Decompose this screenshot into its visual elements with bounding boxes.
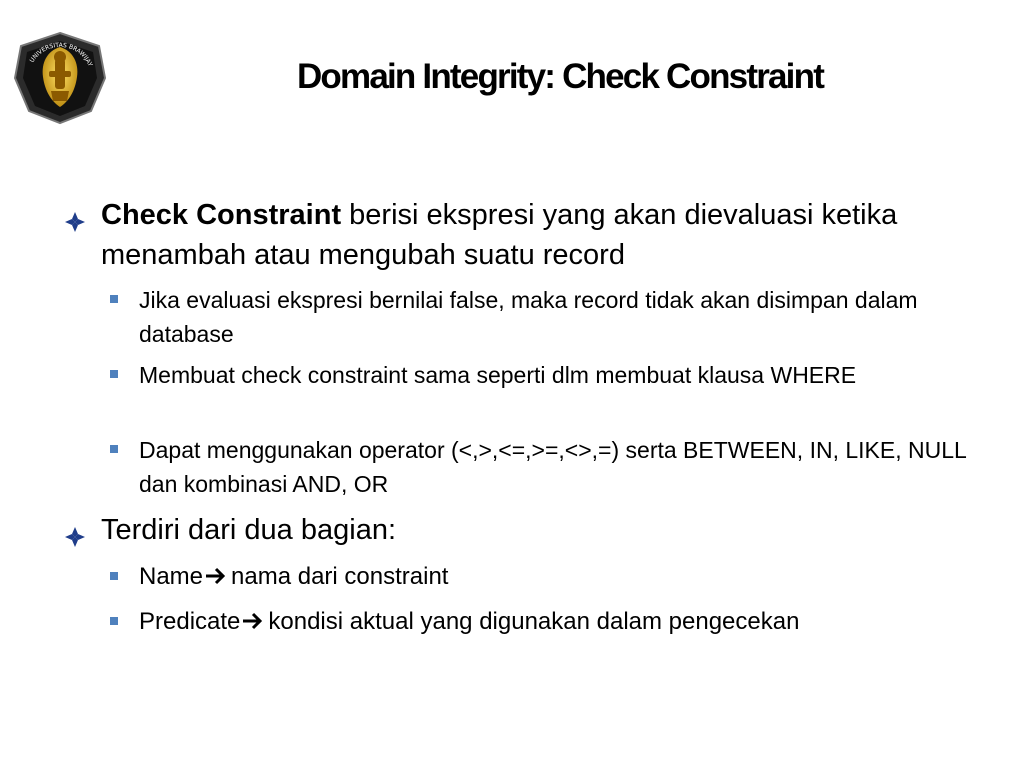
square-bullet-icon	[110, 445, 118, 453]
sub-bullet-text	[139, 560, 979, 595]
bullet-rest: berisi ekspresi yang akan dievaluasi ketika menambah atau mengubah suatu record	[101, 199, 898, 271]
right-arrow-icon	[205, 561, 227, 595]
sub-bullet	[108, 433, 988, 501]
term: Name	[139, 563, 204, 590]
sub-bullet-text	[139, 605, 979, 640]
term-description: nama dari constraint	[231, 563, 449, 590]
slide-title: Domain Integrity: Check Constraint	[296, 57, 824, 96]
sub-bullet-text: Jika evaluasi ekspresi bernilai false, maka record tidak akan disimpan dalam database	[139, 287, 918, 347]
bullet-check-constraint	[64, 195, 964, 275]
bullet-terdiri	[64, 510, 964, 550]
sub-bullet	[108, 560, 988, 594]
term-description: kondisi aktual yang digunakan dalam pengecekan	[268, 608, 800, 635]
bullet-bold-term: Check Constraint	[101, 199, 342, 231]
right-arrow-icon	[242, 606, 264, 640]
sub-bullet	[108, 605, 988, 673]
diamond-bullet-icon	[64, 519, 86, 541]
svg-text:UNIVERSITAS BRAWIJAYA: UNIVERSITAS BRAWIJAY	[28, 41, 94, 68]
term: Predicate	[139, 608, 241, 635]
square-bullet-icon	[110, 295, 118, 303]
square-bullet-icon	[110, 617, 118, 625]
sub-bullet	[108, 358, 988, 426]
bullet-text	[101, 195, 961, 275]
square-bullet-icon	[110, 370, 118, 378]
sub-bullet-text: Dapat menggunakan operator (<,>,<=,>=,<>,=) serta BETWEEN, IN, LIKE, NULL dan kombinasi AND, OR	[139, 437, 966, 497]
sub-bullet-text: Membuat check constraint sama seperti dlm membuat klausa WHERE	[139, 362, 857, 388]
square-bullet-icon	[110, 572, 118, 580]
sub-bullet	[108, 283, 988, 351]
bullet-text: Terdiri dari dua bagian:	[101, 514, 397, 546]
diamond-bullet-icon	[64, 204, 86, 226]
